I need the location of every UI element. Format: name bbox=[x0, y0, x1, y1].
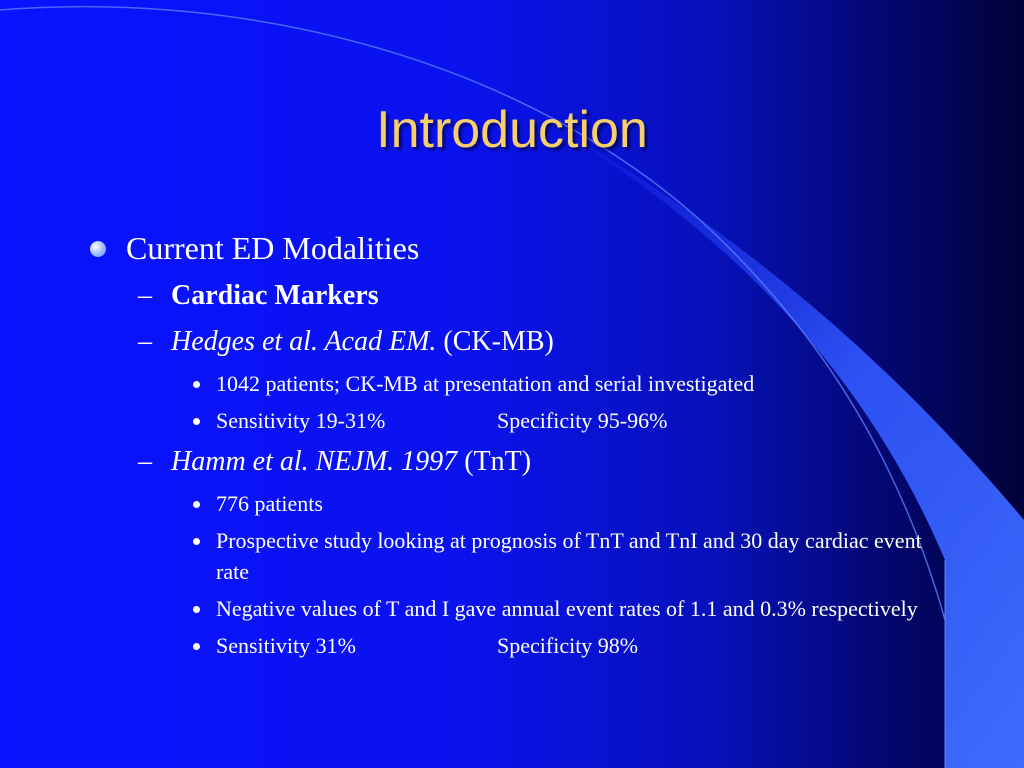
sub-item-text: Cardiac Markers bbox=[171, 280, 379, 311]
slide-content bbox=[86, 226, 946, 667]
citation-text: Hamm et al. NEJM. 1997 bbox=[171, 446, 458, 477]
slide-title: Introduction bbox=[376, 101, 648, 159]
detail-text: 776 patients bbox=[216, 491, 323, 516]
detail-sensitivity-hedges bbox=[86, 405, 936, 436]
sub-item-hedges bbox=[86, 322, 946, 362]
citation-text: Hedges et al. Acad EM. bbox=[171, 326, 437, 357]
detail-776-patients bbox=[86, 488, 936, 519]
sensitivity-text: Sensitivity 31% bbox=[216, 633, 356, 658]
dot-bullet-icon bbox=[193, 643, 200, 650]
sensitivity-text: Sensitivity 19-31% bbox=[216, 408, 386, 433]
bullet-current-ed-modalities bbox=[86, 226, 946, 270]
dash-icon: – bbox=[138, 280, 152, 311]
specificity-text: Specificity 98% bbox=[497, 633, 639, 658]
detail-prospective-study bbox=[86, 525, 936, 587]
detail-text: 1042 patients; CK-MB at presentation and serial investigated bbox=[216, 371, 755, 396]
dot-bullet-icon bbox=[193, 381, 200, 388]
detail-negative-values bbox=[86, 593, 936, 624]
detail-text: Negative values of T and I gave annual event rates of 1.1 and 0.3% respectively bbox=[216, 596, 918, 621]
specificity-text: Specificity 95-96% bbox=[497, 408, 668, 433]
dot-bullet-icon bbox=[193, 418, 200, 425]
detail-text: Prospective study looking at prognosis of TnT and TnI and 30 day cardiac event rate bbox=[216, 528, 922, 584]
dot-bullet-icon bbox=[193, 501, 200, 508]
dash-icon: – bbox=[138, 446, 152, 477]
bullet-text: Current ED Modalities bbox=[126, 230, 420, 266]
detail-sensitivity-hamm bbox=[86, 630, 936, 661]
marker-text: (TnT) bbox=[457, 446, 532, 477]
marker-text: (CK-MB) bbox=[436, 326, 554, 357]
dot-bullet-icon bbox=[193, 538, 200, 545]
sub-item-hamm bbox=[86, 442, 946, 482]
detail-1042-patients bbox=[86, 368, 936, 399]
sub-item-cardiac-markers bbox=[86, 276, 946, 316]
dot-bullet-icon bbox=[193, 606, 200, 613]
round-bullet-icon bbox=[90, 241, 106, 257]
dash-icon: – bbox=[138, 326, 152, 357]
